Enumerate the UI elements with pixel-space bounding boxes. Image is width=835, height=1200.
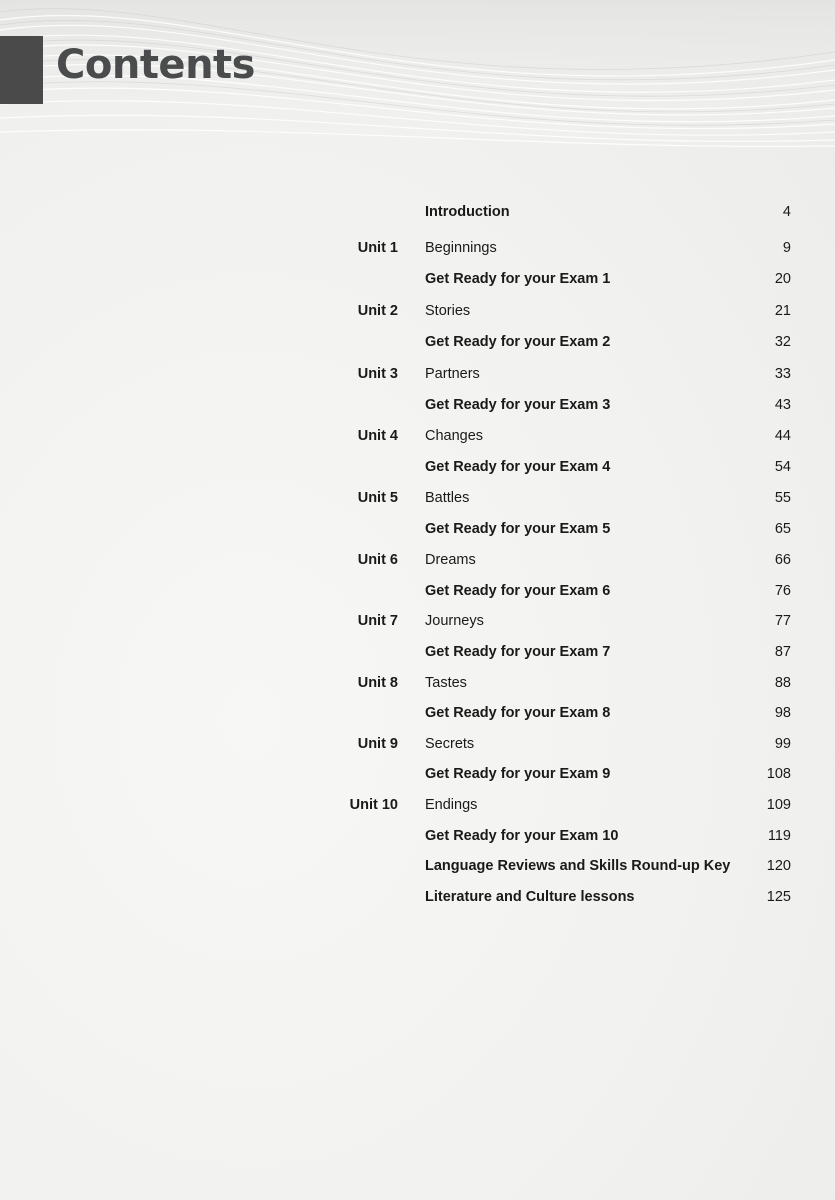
toc-page-number: 87	[774, 644, 791, 660]
toc-row	[0, 362, 835, 386]
toc-unit-label: Unit 2	[357, 303, 398, 319]
toc-unit-label: Unit 10	[349, 797, 398, 813]
toc-page-number: 109	[766, 797, 791, 813]
toc-row	[0, 640, 835, 664]
toc-row	[0, 609, 835, 633]
toc-page-number: 54	[774, 459, 791, 475]
toc-page-number: 99	[774, 736, 791, 752]
toc-entry-title: Tastes	[425, 675, 467, 691]
toc-unit-label: Unit 6	[357, 552, 398, 568]
toc-row	[0, 793, 835, 817]
toc-page-number: 33	[774, 366, 791, 382]
toc-page-number: 119	[767, 828, 791, 844]
toc-page-number: 76	[774, 583, 791, 599]
toc-entry-title: Get Ready for your Exam 6	[425, 583, 611, 599]
toc-entry-title: Get Ready for your Exam 7	[425, 644, 611, 660]
toc-entry-title: Get Ready for your Exam 2	[425, 334, 611, 350]
toc-row	[0, 732, 835, 756]
toc-row	[0, 517, 835, 541]
toc-entry-title: Journeys	[425, 613, 484, 629]
toc-entry-title: Language Reviews and Skills Round-up Key	[425, 858, 731, 874]
toc-row	[0, 455, 835, 479]
toc-entry-title: Get Ready for your Exam 10	[425, 828, 619, 844]
toc-row	[0, 824, 835, 848]
toc-entry-title: Get Ready for your Exam 8	[425, 705, 611, 721]
toc-entry-title: Changes	[425, 428, 484, 444]
toc-page-number: 88	[774, 675, 791, 691]
toc-page-number: 120	[766, 858, 791, 874]
toc-entry-title: Endings	[425, 797, 478, 813]
page-title: Contents	[56, 42, 255, 88]
toc-row	[0, 393, 835, 417]
toc-entry-title: Battles	[425, 490, 470, 506]
toc-entry-title: Secrets	[425, 736, 475, 752]
toc-page-number: 125	[766, 889, 791, 905]
toc-row	[0, 200, 835, 224]
toc-entry-title: Get Ready for your Exam 3	[425, 397, 611, 413]
toc-entry-title: Beginnings	[425, 240, 497, 256]
toc-entry-title: Literature and Culture lessons	[425, 889, 635, 905]
toc-row	[0, 236, 835, 260]
toc-page-number: 108	[766, 766, 791, 782]
toc-row	[0, 267, 835, 291]
toc-entry-title: Get Ready for your Exam 5	[425, 521, 611, 537]
toc-page-number: 20	[774, 271, 791, 287]
toc-page-number: 98	[774, 705, 791, 721]
toc-row	[0, 424, 835, 448]
toc-page-number: 65	[774, 521, 791, 537]
toc-unit-label: Unit 5	[357, 490, 398, 506]
toc-row	[0, 762, 835, 786]
toc-row	[0, 330, 835, 354]
toc-unit-label: Unit 3	[357, 366, 398, 382]
toc-unit-label: Unit 7	[357, 613, 398, 629]
toc-unit-label: Unit 9	[357, 736, 398, 752]
toc-entry-title: Get Ready for your Exam 4	[425, 459, 611, 475]
toc-entry-title: Partners	[425, 366, 480, 382]
toc-page-number: 44	[774, 428, 791, 444]
toc-row	[0, 671, 835, 695]
toc-page-number: 21	[774, 303, 791, 319]
toc-page-number: 43	[774, 397, 791, 413]
toc-unit-label: Unit 4	[357, 428, 398, 444]
toc-page-number: 9	[782, 240, 791, 256]
toc-entry-title: Stories	[425, 303, 471, 319]
toc-page-number: 32	[774, 334, 791, 350]
toc-row	[0, 486, 835, 510]
toc-row	[0, 579, 835, 603]
toc-page-number: 4	[782, 204, 791, 220]
toc-page-number: 66	[774, 552, 791, 568]
toc-page-number: 77	[774, 613, 791, 629]
toc-entry-title: Get Ready for your Exam 9	[425, 766, 611, 782]
toc-row	[0, 701, 835, 725]
toc-unit-label: Unit 1	[357, 240, 398, 256]
toc-row	[0, 854, 835, 878]
toc-entry-title: Dreams	[425, 552, 476, 568]
toc-entry-title: Introduction	[425, 204, 510, 220]
toc-row	[0, 885, 835, 909]
toc-row	[0, 299, 835, 323]
toc-page-number: 55	[774, 490, 791, 506]
toc-unit-label: Unit 8	[357, 675, 398, 691]
toc-row	[0, 548, 835, 572]
toc-entry-title: Get Ready for your Exam 1	[425, 271, 611, 287]
